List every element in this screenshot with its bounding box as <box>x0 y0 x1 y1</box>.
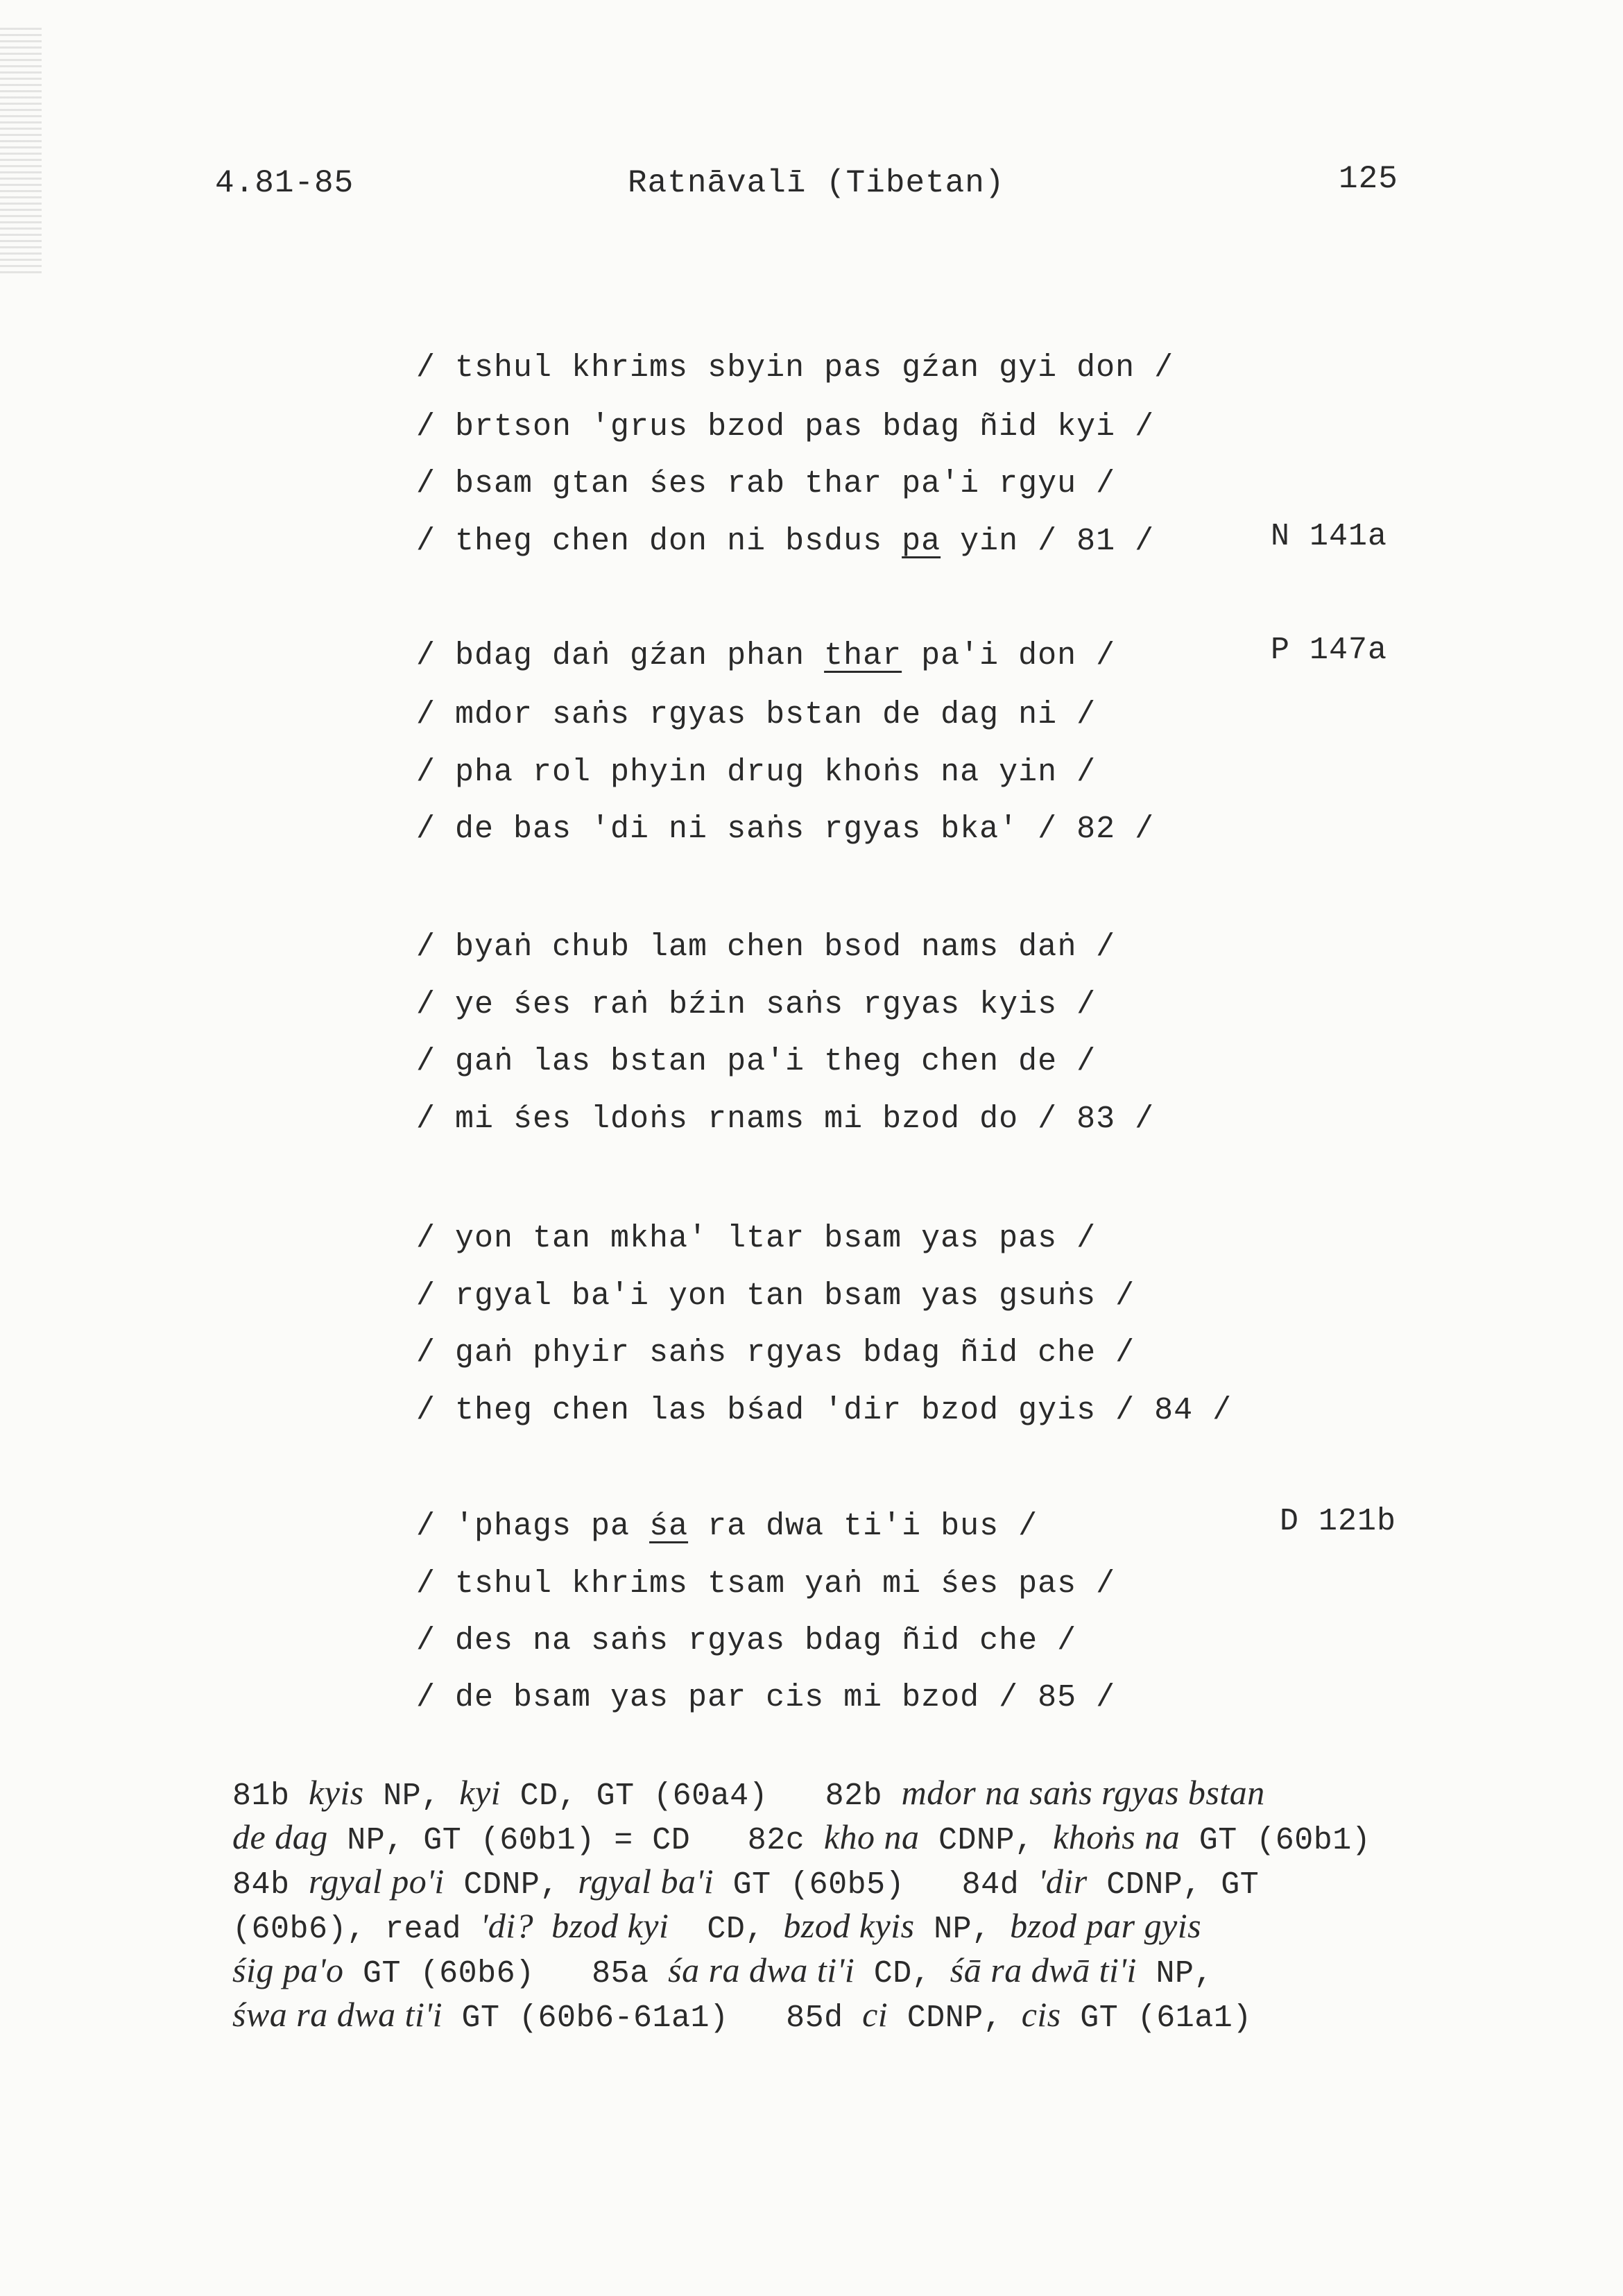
scan-edge-noise <box>0 28 42 277</box>
underlined-word: śa <box>649 1509 689 1544</box>
underlined-word: thar <box>824 638 902 674</box>
verse-83-line-4: / mi śes ldoṅs rnams mi bzod do / 83 / <box>416 1102 1155 1137</box>
marginal-ref-d: D 121b <box>1280 1504 1397 1539</box>
apparatus-line: 84b rgyal po'i CDNP, rgyal ba'i GT (60b5) 84d 'dir CDNP, GT <box>232 1862 1260 1903</box>
underlined-word: pa <box>902 524 941 559</box>
verse-83-line-1: / byaṅ chub lam chen bsod nams daṅ / <box>416 929 1116 965</box>
verse-81-line-3: / bsam gtan śes rab thar pa'i rgyu / <box>416 466 1116 502</box>
verse-82-line-1: / bdag daṅ gźan phan thar pa'i don / <box>416 638 1116 674</box>
verse-83-line-2: / ye śes raṅ bźin saṅs rgyas kyis / <box>416 987 1097 1022</box>
apparatus-line: 81b kyis NP, kyi CD, GT (60a4) 82b mdor na saṅs rgyas bstan <box>232 1773 1265 1814</box>
verse-81-line-2: / brtson 'grus bzod pas bdag ñid kyi / <box>416 409 1155 445</box>
verse-81-line-4: / theg chen don ni bsdus pa yin / 81 / <box>416 524 1155 559</box>
verse-82-line-2: / mdor saṅs rgyas bstan de dag ni / <box>416 697 1097 733</box>
section-range: 4.81-85 <box>215 165 354 201</box>
verse-85-line-1: / 'phags pa śa ra dwa ti'i bus / <box>416 1509 1038 1544</box>
verse-84-line-2: / rgyal ba'i yon tan bsam yas gsuṅs / <box>416 1278 1135 1314</box>
verse-85-line-3: / des na saṅs rgyas bdag ñid che / <box>416 1623 1077 1659</box>
apparatus-line: śig pa'o GT (60b6) 85a śa ra dwa ti'i CD, śā ra dwā ti'i NP, <box>232 1951 1213 1991</box>
page-number: 125 <box>1339 161 1398 197</box>
verse-81-line-1: / tshul khrims sbyin pas gźan gyi don / <box>416 350 1174 386</box>
marginal-ref-p: P 147a <box>1271 633 1388 668</box>
apparatus-line: śwa ra dwa ti'i GT (60b6-61a1) 85d ci CDNP, cis GT (61a1) <box>232 1995 1252 2036</box>
marginal-ref-n: N 141a <box>1271 519 1388 554</box>
verse-84-line-1: / yon tan mkha' ltar bsam yas pas / <box>416 1221 1097 1256</box>
verse-82-line-4: / de bas 'di ni saṅs rgyas bka' / 82 / <box>416 812 1155 847</box>
verse-82-line-3: / pha rol phyin drug khoṅs na yin / <box>416 755 1097 790</box>
verse-84-line-4: / theg chen las bśad 'dir bzod gyis / 84 / <box>416 1393 1233 1428</box>
verse-84-line-3: / gaṅ phyir saṅs rgyas bdag ñid che / <box>416 1335 1135 1371</box>
critical-apparatus <box>232 1772 1481 2039</box>
verse-85-line-4: / de bsam yas par cis mi bzod / 85 / <box>416 1680 1116 1715</box>
page-title: Ratnāvalī (Tibetan) <box>628 165 1005 201</box>
verse-85-line-2: / tshul khrims tsam yaṅ mi śes pas / <box>416 1566 1116 1602</box>
apparatus-line: de dag NP, GT (60b1) = CD 82c kho na CDNP, khoṅs na GT (60b1) <box>232 1817 1371 1858</box>
apparatus-line: (60b6), read 'di? bzod kyi CD, bzod kyis NP, bzod par gyis <box>232 1906 1202 1947</box>
verse-83-line-3: / gaṅ las bstan pa'i theg chen de / <box>416 1044 1097 1079</box>
